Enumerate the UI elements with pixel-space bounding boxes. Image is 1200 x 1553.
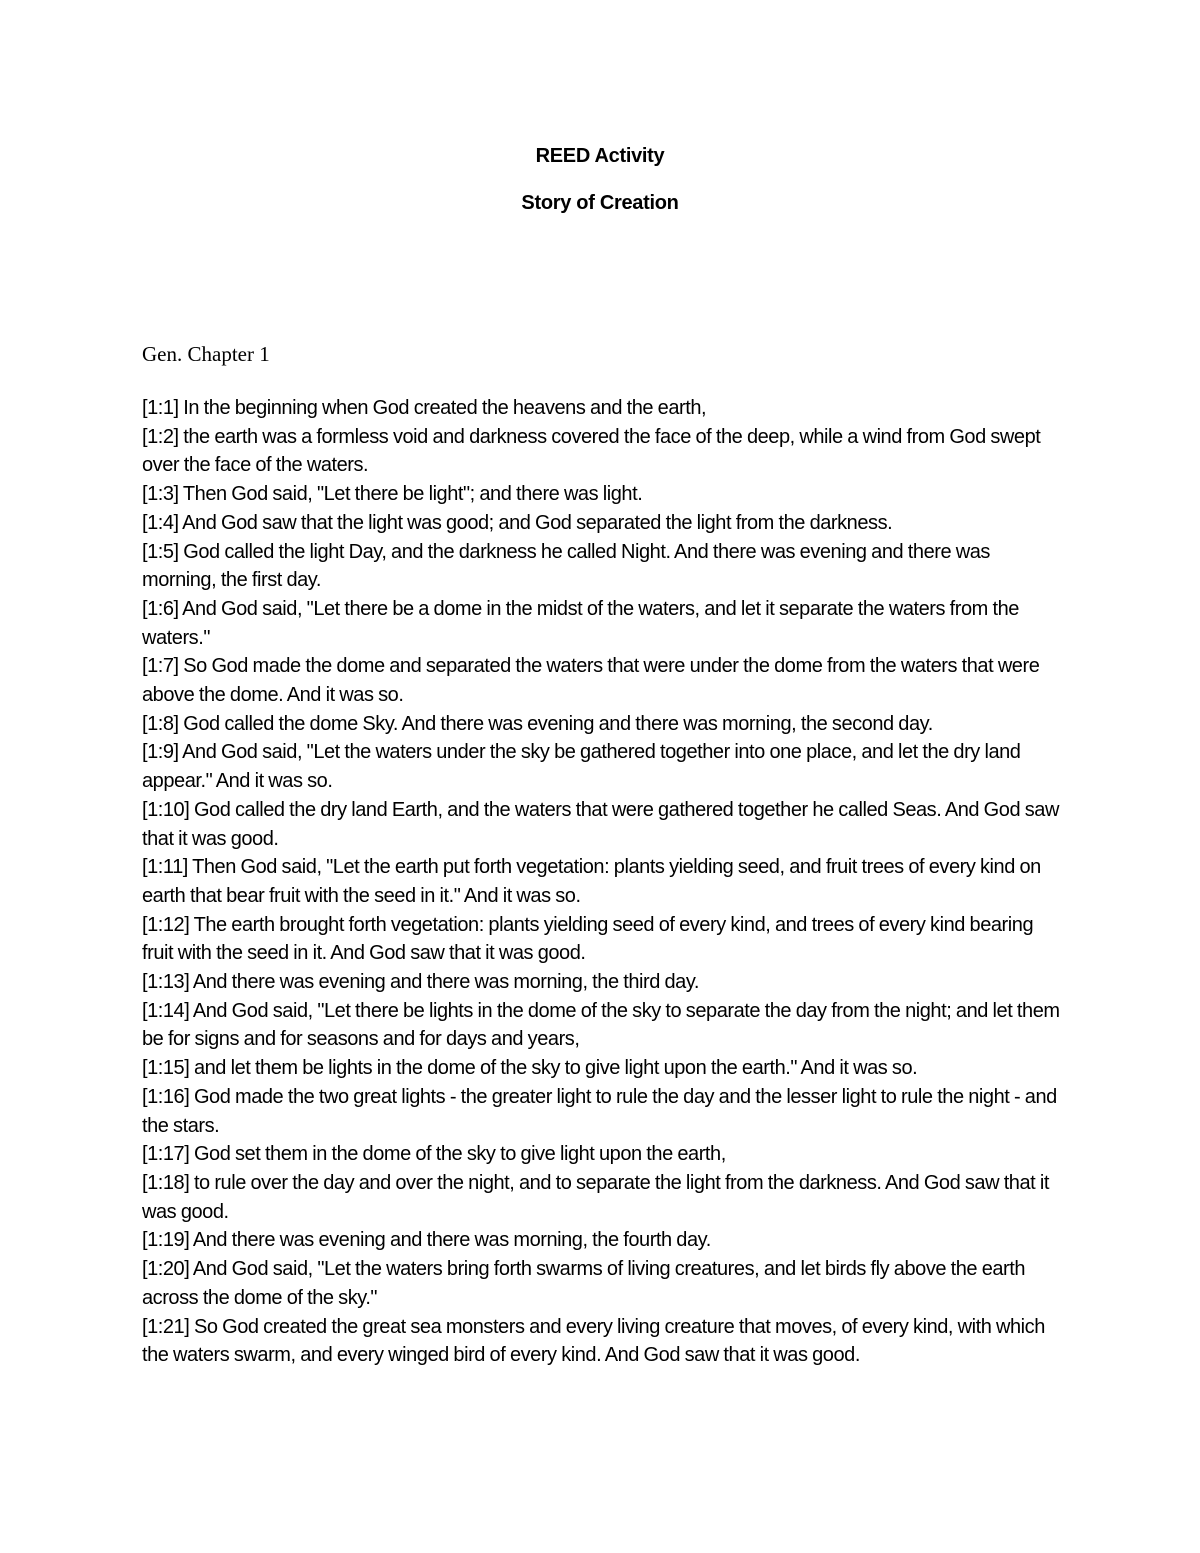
verse-1-17: [1:17] God set them in the dome of the sky to give light upon the earth, xyxy=(142,1143,726,1166)
verse-1-18: [1:18] to rule over the day and over the night, and to separate the light from the darkness. And God saw that it was good. xyxy=(142,1171,1049,1223)
verse-1-13: [1:13] And there was evening and there was morning, the third day. xyxy=(142,971,700,994)
verse-1-7: [1:7] So God made the dome and separated the waters that were under the dome from the waters that were above the dome. And it was so. xyxy=(142,655,1040,707)
verse-1-9: [1:9] And God said, "Let the waters under the sky be gathered together into one place, and let the dry land appear." And it was so. xyxy=(142,741,1021,793)
verse-1-3: [1:3] Then God said, "Let there be light"; and there was light. xyxy=(142,483,643,506)
verse-1-16: [1:16] God made the two great lights - the greater light to rule the day and the lesser light to rule the night - and the stars. xyxy=(142,1085,1057,1137)
chapter-heading: Gen. Chapter 1 xyxy=(142,342,270,366)
verse-1-8: [1:8] God called the dome Sky. And there was evening and there was morning, the second day. xyxy=(142,712,933,735)
document-subtitle: Story of Creation xyxy=(521,192,679,214)
verse-list xyxy=(142,394,1062,1370)
verse-1-15: [1:15] and let them be lights in the dome of the sky to give light upon the earth." And it was so. xyxy=(142,1057,918,1080)
verse-1-12: [1:12] The earth brought forth vegetation: plants yielding seed of every kind, and trees of every kind bearing fruit with the seed in it. And God saw that it was good. xyxy=(142,913,1034,965)
verse-1-5: [1:5] God called the light Day, and the darkness he called Night. And there was evening and there was morning, the first day. xyxy=(142,540,990,592)
title-block xyxy=(0,141,1200,235)
verse-1-20: [1:20] And God said, "Let the waters bring forth swarms of living creatures, and let birds fly above the earth across the dome of the sky." xyxy=(142,1258,1026,1309)
verse-1-6: [1:6] And God said, "Let there be a dome in the midst of the waters, and let it separate the waters from the waters." xyxy=(142,597,1019,649)
verse-1-19: [1:19] And there was evening and there was morning, the fourth day. xyxy=(142,1229,711,1252)
verse-1-10: [1:10] God called the dry land Earth, and the waters that were gathered together he called Seas. And God saw that it was good. xyxy=(142,798,1059,850)
verse-1-1: [1:1] In the beginning when God created the heavens and the earth, xyxy=(142,397,707,419)
verse-1-21: [1:21] So God created the great sea monsters and every living creature that moves, of every kind, with which the waters swarm, and every winged bird of every kind. And God saw that it was good. xyxy=(142,1315,1045,1367)
verse-1-4: [1:4] And God saw that the light was good; and God separated the light from the darkness. xyxy=(142,511,893,534)
verse-1-2: [1:2] the earth was a formless void and darkness covered the face of the deep, while a wind from God swept over the face of the waters. xyxy=(142,425,1041,477)
verse-1-11: [1:11] Then God said, "Let the earth put forth vegetation: plants yielding seed, and fruit trees of every kind on earth that bear fruit with the seed in it." And it was so. xyxy=(142,856,1041,907)
verse-1-14: [1:14] And God said, "Let there be lights in the dome of the sky to separate the day from the night; and let them be for signs and for seasons and for days and years, xyxy=(142,999,1060,1051)
document-title: REED Activity xyxy=(535,145,665,167)
